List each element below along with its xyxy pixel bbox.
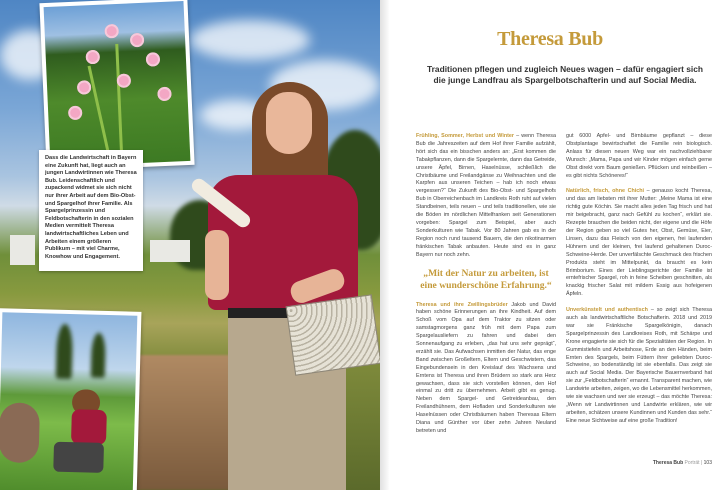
metal-basket	[286, 294, 380, 375]
flower-bloom	[77, 80, 92, 95]
flower-bloom	[117, 73, 132, 88]
farmhouse	[150, 240, 190, 262]
text-column-2	[566, 133, 712, 434]
pig-photo	[0, 308, 141, 490]
tobacco-flower-photo	[39, 0, 194, 171]
flower-bloom	[157, 87, 172, 102]
right-page-article	[380, 0, 720, 490]
paragraph-body: – wenn Theresa Bub die Jahreszeiten auf dem Hof ihrer Familie aufzählt, hört sich das ein bisschen anders an: „Erst kommen die Tabakpflanzen, dann die Spargelernte, dann das Getreide, unsere Äpfel, Birnen, Haselnüsse, schließlich die Christbäume und Freilandgänse zu Weihnachten und die Karpfen aus unseren Teichen – hab ich noch etwas vergessen?“ Die Zukunft des Bio-Obst- und Spargelhofs Bub in Oberreichenbach im Landkreis Roth ruht auf vielen Standbeinen, teils neuen – und teils traditionellen, wie sie die Böden im nördlichen Mittelfranken seit Generationen vorgeben: Spargel zum Beispiel, aber auch Sonderkulturen wie Tabak. Vor 80 Jahren gab es in der Region noch rund tausend Bauern, die den nikotinarmen fränkischen Tabak anbauten. Heute sind es in ganz Bayern nur noch zehn.	[416, 133, 556, 258]
flower-bloom	[104, 24, 119, 39]
flower-bloom	[86, 50, 101, 65]
fir-tree	[91, 333, 106, 378]
face	[266, 92, 312, 154]
paragraph-lede: Theresa und ihre Zwillingsbrüder	[416, 301, 508, 308]
stem	[115, 44, 123, 164]
paragraph-lede: Frühling, Sommer, Herbst und Winter	[416, 133, 515, 139]
page-folio	[653, 460, 712, 466]
flower-bloom	[68, 106, 83, 121]
flower-image	[44, 1, 191, 167]
text-column-1	[416, 133, 556, 444]
paragraph-body: – genauso kocht Theresa, und das am liebsten mit ihrer Mutter: „Meine Mama ist eine richtig gute Köchin. Sie macht alles jeden Tag frisch und hat mir beigebracht, ganz nach Gefühl zu kochen“, erklärt sie. Rezepte brauchen die beiden nicht, der eigene und die Höfe der Region geben so viel Gutes her, Obst, Gemüse, Eier, Linsen, dazu das Fleisch von den eigenen, frei laufenden Hühnern und der kleinen, frei laufend gehaltenen Duroc-Schweine-Herde. Der unverfälschte Geschmack des frischen Produkts steht im Mittelpunkt, da braucht es kein Brimborium. Eines der Lieblingsgerichte der Familie ist erntefrischer Spargel, roh in feine Scheiben geschnitten, als knackig frischer Salat mit mildem Essig aus hofeigenen Äpfeln.	[566, 188, 712, 298]
caption-text: Dass die Landwirtschaft in Bayern eine Zukunft hat, liegt auch an jungen Landwirtinnen wie Theresa Bub. Leidenschaftlich und zupackend widmet sie sich nicht nur ihrer Arbeit auf dem Bio-Obst- und Spargelhof ihrer Familie. Als Spargelprinzessin und Feldbotschafterin in den sozialen Medien vermittelt Theresa landwirtschaftliches Leben und Arbeiten einem größeren Publikum – mit viel Charme, Knowhow und Engagement.	[45, 155, 137, 260]
folio-name: Theresa Bub	[652, 460, 684, 466]
kneeling-woman-shirt	[71, 409, 107, 445]
soil-ridge	[130, 355, 230, 490]
flower-bloom	[146, 52, 161, 67]
caption-box	[39, 150, 143, 271]
paragraph-lede: Natürlich, frisch, ohne Chichi	[566, 188, 645, 195]
article-title: Theresa Bub	[497, 28, 603, 50]
pull-quote: „Mit der Natur zu arbeiten, ist eine wunderschöne Erfahrung.“	[420, 267, 552, 291]
paragraph	[416, 133, 556, 260]
cloud	[190, 20, 310, 60]
article-lead: Traditionen pflegen und zugleich Neues wagen – dafür engagiert sich die junge Landfrau als Spargelbotschafterin und auf Social Media.	[427, 64, 703, 85]
paragraph-body: Jakob und David haben schöne Erinnerungen an ihre Kindheit. Auf dem Schoß vom Opa auf dem Traktor zu sitzen oder samstagmorgens ganz früh mit dem Papa zum Spargelausliefern zu fahren und dabei den Sonnenaufgang zu erleben, „das hat uns sehr geprägt“, erzählt sie. Das Aufwachsen inmitten der Natur, das enge Band zwischen Großeltern, Eltern und Geschwistern, das Eingebundensein in den Kreislauf des Wachsens und Erntens ist Theresa und ihren Brüdern so stark ans Herz gewachsen, dass sie sich vorstellen können, den Hof einmal zu dritt zu übernehmen. Arbeit gibt es genug. Neben dem Spargel- und Getreideanbau, den Freilandhühnern, dem Hofladen und Sonderkulturen wie Haselnüssen oder Christbäumen haben Theresas Eltern Diana und Günther vor über zehn Jahren Neuland betreten und	[416, 301, 556, 434]
fir-tree	[56, 324, 73, 379]
paragraph-body: – so zeigt sich Theresa auch als landwirtschaftliche Botschafterin. 2018 und 2019 war sie Fränkische Spargelkönigin, danach Spargelprinzessin des Landkreises Roth, mit Schärpe und Krone engagierte sie sich für die Spezialitäten der Region. In Gummistiefeln und Arbeitshose, Erde an den Händen, beim Ernten des Spargels, beim Füttern ihrer geliebten Duroc-Schweine, so bodenständig ist sie ebenfalls. Das zeigt sie auch auf Social Media. Der Bayerische Bauernverband hat sie zur „Feldbotschafterin“ ernannt. Transparent machen, wie Landwirte arbeiten, zeigen, wo die Lebensmittel herkommen, wie sie wachsen und wer sie erzeugt – das möchte Theresa: „Wenn wir Landwirtinnen und Landwirte erklären, wie wir arbeiten, schätzen unsere Kundinnen und Kunden das sehr.“ Eine neue Sichtweise auf eine große Tradition!	[566, 307, 712, 424]
pig-image	[0, 312, 137, 490]
arm	[205, 230, 229, 300]
paragraph	[416, 302, 556, 436]
kneeling-woman-pants	[53, 442, 104, 473]
paragraph-body: gut 6000 Apfel- und Birnbäume gepflanzt – diese Obstplantage bewirtschaftet die Familie rein biologisch. Anlass für diesen neuen Weg war ein nachvollziehbarer Wunsch: „Mama, Papa und wir Kinder mögen einfach gerne Obst direkt vom Baum genießen. Pflücken und reinbeißen – es gibt nichts Schöneres!“	[566, 133, 712, 179]
paragraph-lede: Unverkünstelt und authentisch	[566, 307, 648, 314]
paragraph	[566, 133, 712, 180]
paragraph	[566, 188, 712, 299]
folio-separator: |	[700, 460, 703, 466]
farmhouse	[10, 235, 35, 265]
gutter-shadow	[380, 0, 390, 490]
page-number: 103	[703, 460, 712, 466]
flower-bloom	[130, 33, 145, 48]
paragraph	[566, 307, 712, 426]
folio-section: Porträt	[684, 460, 700, 466]
pig	[0, 402, 40, 463]
